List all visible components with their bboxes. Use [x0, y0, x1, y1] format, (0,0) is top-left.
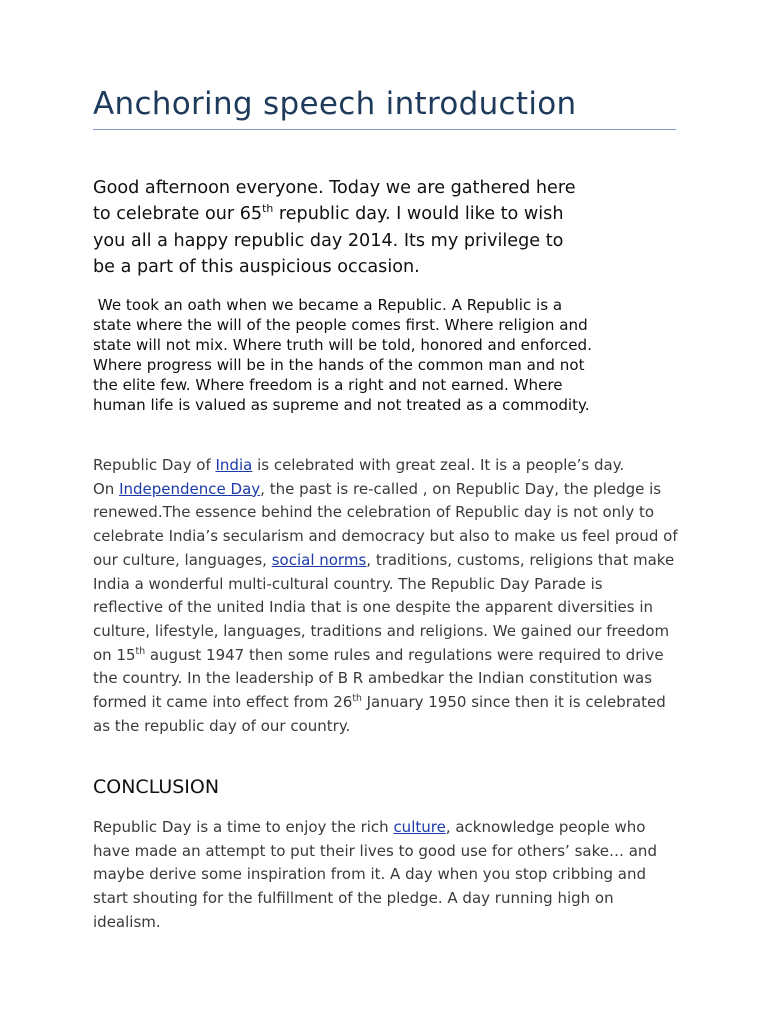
body-text: January 1950 since then it is celebrated [361, 693, 666, 712]
intro-text: be a part of this auspicious occasion. [93, 256, 420, 277]
body-text: On [93, 479, 120, 498]
oath-line: state will not mix. Where truth will be told, honored and enforced. [93, 336, 592, 354]
intro-line [93, 201, 683, 227]
body-line: celebrate India’s secularism and democracy but also to make us feel proud of [93, 527, 678, 546]
body-text: Republic Day of [93, 456, 216, 474]
body-line: start shouting for the fulfillment of the pledge. A day running high on [93, 889, 614, 908]
body-line: as the republic day of our country. [93, 716, 351, 735]
body-text: formed it came into effect from 26 [93, 693, 353, 712]
body-line: the country. In the leadership of B R ambedkar the Indian constitution was [93, 669, 653, 688]
intro-line [93, 254, 683, 280]
body-line [93, 478, 693, 502]
intro-paragraph [93, 175, 683, 280]
intro-text: republic day. I would like to wish [273, 204, 564, 225]
oath-paragraph [93, 295, 693, 415]
intro-text: you all a happy republic day 2014. Its my privilege to [93, 230, 564, 251]
body-text: on 15 [93, 645, 136, 664]
india-link[interactable]: India [215, 456, 253, 474]
body-line: maybe derive some inspiration from it. A day when you stop cribbing and [93, 865, 647, 884]
page-title: Anchoring speech introduction [93, 86, 577, 122]
independence-day-link[interactable]: Independence Day [119, 479, 261, 498]
body-line: have made an attempt to put their lives to good use for others’ sake… and [93, 841, 657, 860]
body-line: reflective of the united India that is one despite the apparent diversities in [93, 598, 653, 617]
ordinal-superscript: th [352, 693, 362, 705]
body-line [93, 549, 693, 573]
body-text: is celebrated with great zeal. It is a people’s day. [252, 456, 625, 474]
body-line: idealism. [93, 912, 161, 931]
social-norms-link[interactable]: social norms [271, 550, 367, 569]
intro-text: to celebrate our 65 [93, 204, 263, 225]
oath-line: human life is valued as supreme and not treated as a commodity. [93, 396, 590, 414]
conclusion-heading: CONCLUSION [93, 776, 220, 798]
title-underline [93, 129, 676, 130]
body-text: august 1947 then some rules and regulations were required to drive [145, 645, 664, 664]
intro-line [93, 228, 683, 254]
body-line [93, 691, 693, 715]
ordinal-superscript: th [135, 645, 146, 657]
oath-line: Where progress will be in the hands of the common man and not [93, 356, 585, 374]
body-text: , acknowledge people who [445, 818, 646, 836]
body-line [93, 644, 693, 668]
body-line: renewed.The essence behind the celebration of Republic day is not only to [93, 503, 655, 522]
body-line: culture, lifestyle, languages, traditions and religions. We gained our freedom [93, 621, 670, 640]
oath-line: We took an oath when we became a Republic. A Republic is a [93, 296, 563, 314]
oath-line: the elite few. Where freedom is a right and not earned. Where [93, 376, 563, 394]
oath-line: state where the will of the people comes first. Where religion and [93, 316, 588, 334]
body-text: , the past is re-called , on Republic Day, the pledge is [260, 479, 662, 498]
ordinal-superscript: th [262, 202, 274, 216]
intro-text: Good afternoon everyone. Today we are gathered here [93, 178, 576, 198]
body-text: Republic Day is a time to enjoy the rich [93, 818, 394, 836]
body-line [93, 816, 693, 840]
body-line [93, 454, 693, 478]
body-text: our culture, languages, [93, 550, 272, 569]
culture-link[interactable]: culture [393, 818, 446, 836]
republic-day-paragraph [93, 454, 693, 738]
body-line: India a wonderful multi-cultural country. The Republic Day Parade is [93, 574, 603, 593]
intro-line [93, 175, 683, 201]
conclusion-paragraph [93, 816, 693, 935]
body-text: , traditions, customs, religions that make [366, 550, 675, 569]
